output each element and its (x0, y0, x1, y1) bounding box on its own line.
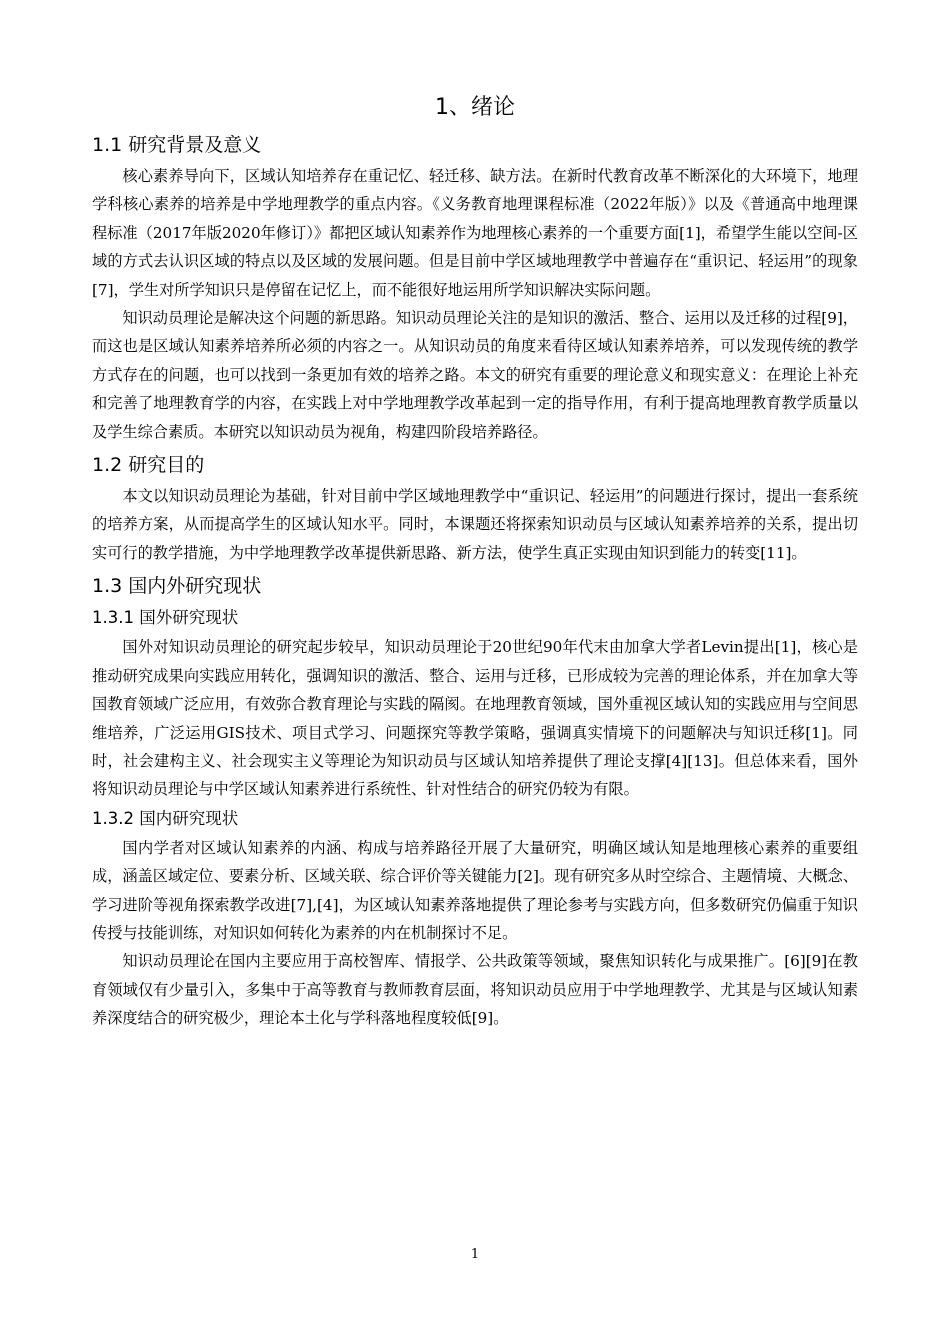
body-paragraph: 国外对知识动员理论的研究起步较早，知识动员理论于20世纪90年代末由加拿大学者Levin提出[1]，核心是推动研究成果向实践应用转化，强调知识的激活、整合、运用与迁移，已形成较为完善的理论体系，并在加拿大等国教育领域广泛应用，有效弥合教育理论与实践的隔阂。在地理教育领域，国外重视区域认知的实践应用与空间思维培养，广泛运用GIS技术、项目式学习、问题探究等教学策略，强调真实情境下的问题解决与知识迁移[1]。同时，社会建构主义、社会现实主义等理论为知识动员与区域认知培养提供了理论支撑[4][13]。但总体来看，国外将知识动员理论与中学区域认知素养进行系统性、针对性结合的研究仍较为有限。 (92, 638, 858, 799)
page-content (92, 88, 858, 1033)
page-number: 1 (470, 1247, 480, 1262)
body-paragraph: 本文以知识动员理论为基础，针对目前中学区域地理教学中“重识记、轻运用”的问题进行探讨，提出一套系统的培养方案，从而提高学生的区域认知水平。同时，本课题还将探索知识动员与区域认知素养培养的关系，提出切实可行的教学措施，为中学地理教学改革提供新思路、新方法，使学生真正实现由知识到能力的转变[11]。 (92, 487, 858, 562)
section-heading-purpose: 1.2 研究目的 (92, 454, 205, 477)
body-paragraph: 知识动员理论在国内主要应用于高校智库、情报学、公共政策等领域，聚焦知识转化与成果推广。[6][9]在教育领域仅有少量引入，多集中于高等教育与教师教育层面，将知识动员应用于中学地理教学、尤其是与区域认知素养深度结合的研究极少，理论本土化与学科落地程度较低[9]。 (92, 952, 858, 1028)
chapter-title: 1、绪论 (435, 95, 515, 120)
body-paragraph: 知识动员理论是解决这个问题的新思路。知识动员理论关注的是知识的激活、整合、运用以及迁移的过程[9]，而这也是区域认知素养培养所必须的内容之一。从知识动员的角度来看待区域认知素养培养，可以发现传统的教学方式存在的问题，也可以找到一条更加有效的培养之路。本文的研究有重要的理论意义和现实意义：在理论上补充和完善了地理教育学的内容，在实践上对中学地理教学改革起到一定的指导作用，有利于提高地理教育教学质量以及学生综合素质。本研究以知识动员为视角，构建四阶段培养路径。 (92, 309, 858, 441)
section-heading-background: 1.1 研究背景及意义 (92, 134, 262, 156)
section-heading-research-status: 1.3 国内外研究现状 (92, 575, 262, 598)
body-paragraph: 国内学者对区域认知素养的内涵、构成与培养路径开展了大量研究，明确区域认知是地理核心素养的重要组成，涵盖区域定位、要素分析、区域关联、综合评价等关键能力[2]。现有研究多从时空综合、主题情境、大概念、学习进阶等视角探索教学改进[7],[4]，为区域认知素养落地提供了理论参考与实践方向，但多数研究仍偏重于知识传授与技能训练，对知识如何转化为素养的内在机制探讨不足。 (92, 838, 858, 942)
body-paragraph: 核心素养导向下，区域认知培养存在重记忆、轻迁移、缺方法。在新时代教育改革不断深化的大环境下，地理学科核心素养的培养是中学地理教学的重点内容。《义务教育地理课程标准（2022年版）》以及《普通高中地理课程标准（2017年版2020年修订）》都把区域认知素养作为地理核心素养的一个重要方面[1]，希望学生能以空间-区域的方式去认识区域的特点以及区域的发展问题。但是目前中学区域地理教学中普遍存在“重识记、轻运用”的现象[7]，学生对所学知识只是停留在记忆上，而不能很好地运用所学知识解决实际问题。 (92, 167, 858, 299)
subsection-heading-foreign: 1.3.1 国外研究现状 (92, 608, 239, 628)
subsection-heading-domestic: 1.3.2 国内研究现状 (92, 808, 239, 828)
